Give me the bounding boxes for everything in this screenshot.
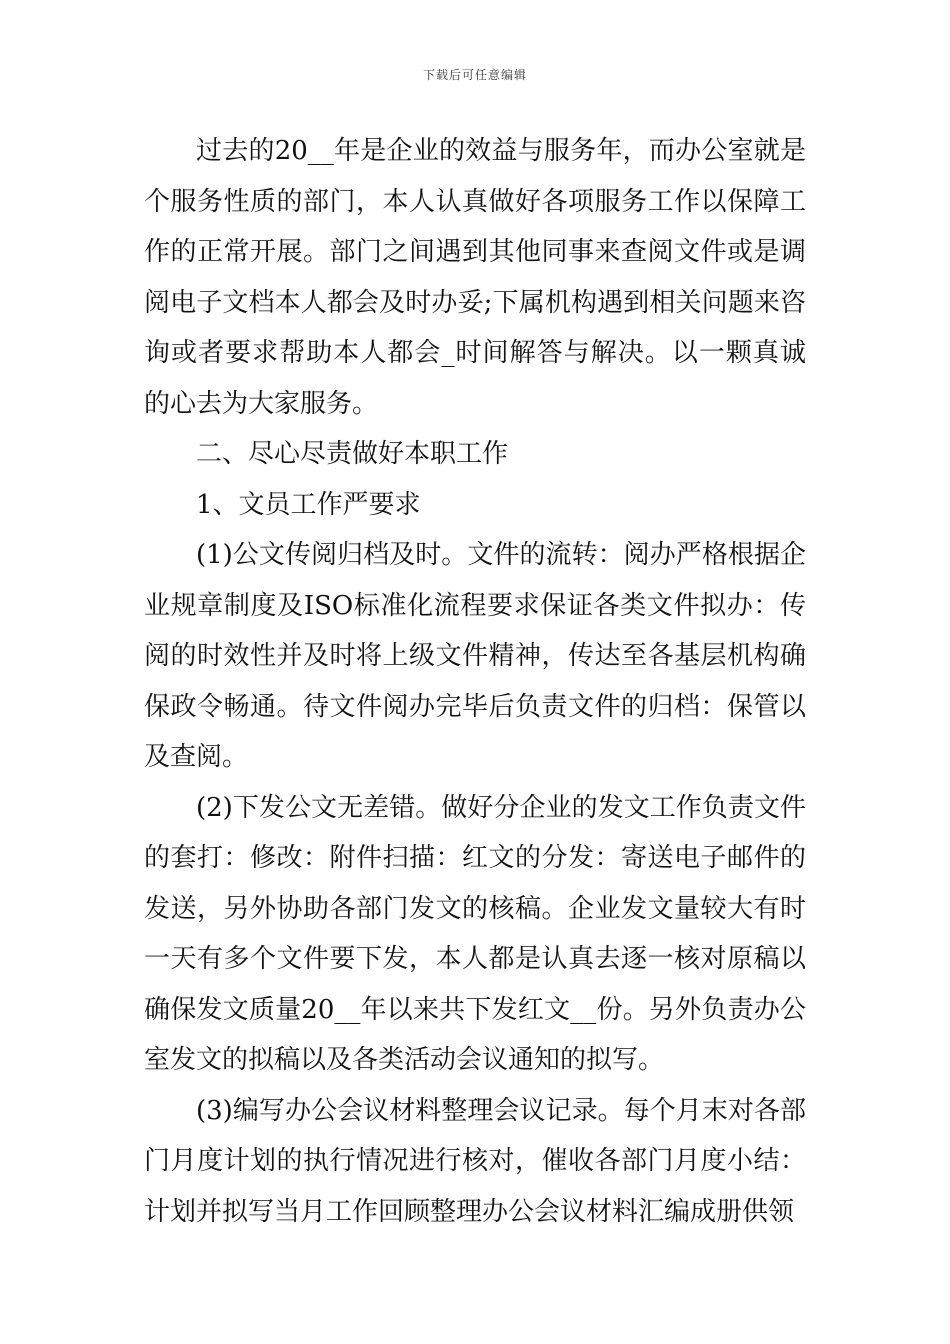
paragraph-meeting-materials: (3)编写办公会议材料整理会议记录。每个月末对各部门月度计划的执行情况进行核对，催收各部门月度小结：计划并拟写当月工作回顾整理办公会议材料汇编成册供领	[144, 1095, 806, 1227]
document-body	[144, 126, 806, 1237]
paragraph-document-circulation: (1)公文传阅归档及时。文件的流转：阅办严格根据企业规章制度及ISO标准化流程要求保证各类文件拟办：传阅的时效性并及时将上级文件精神，传达至各基层机构确保政令畅通。待文件阅办完毕后负责文件的归档：保管以及查阅。	[144, 540, 806, 772]
header-note: 下载后可任意编辑	[422, 68, 527, 82]
subsection-heading-clerk-work: 1、文员工作严要求	[196, 489, 421, 520]
paragraph-document-issuance: (2)下发公文无差错。做好分企业的发文工作负责文件的套打：修改：附件扫描：红文的分发：寄送电子邮件的发送，另外协助各部门发文的核稿。企业发文量较大有时一天有多个文件要下发，本人都是认真去逐一核对原稿以确保发文质量20__年以来共下发红文__份。另外负责办公室发文的拟稿以及各类活动会议通知的拟写。	[144, 792, 806, 1075]
paragraph-service-summary: 过去的20__年是企业的效益与服务年，而办公室就是个服务性质的部门，本人认真做好各项服务工作以保障工作的正常开展。部门之间遇到其他同事来查阅文件或是调阅电子文档本人都会及时办妥;下属机构遇到相关问题来咨询或者要求帮助本人都会_时间解答与解决。以一颗真诚的心去为大家服务。	[144, 136, 806, 419]
section-heading-duties: 二、尽心尽责做好本职工作	[196, 439, 509, 469]
